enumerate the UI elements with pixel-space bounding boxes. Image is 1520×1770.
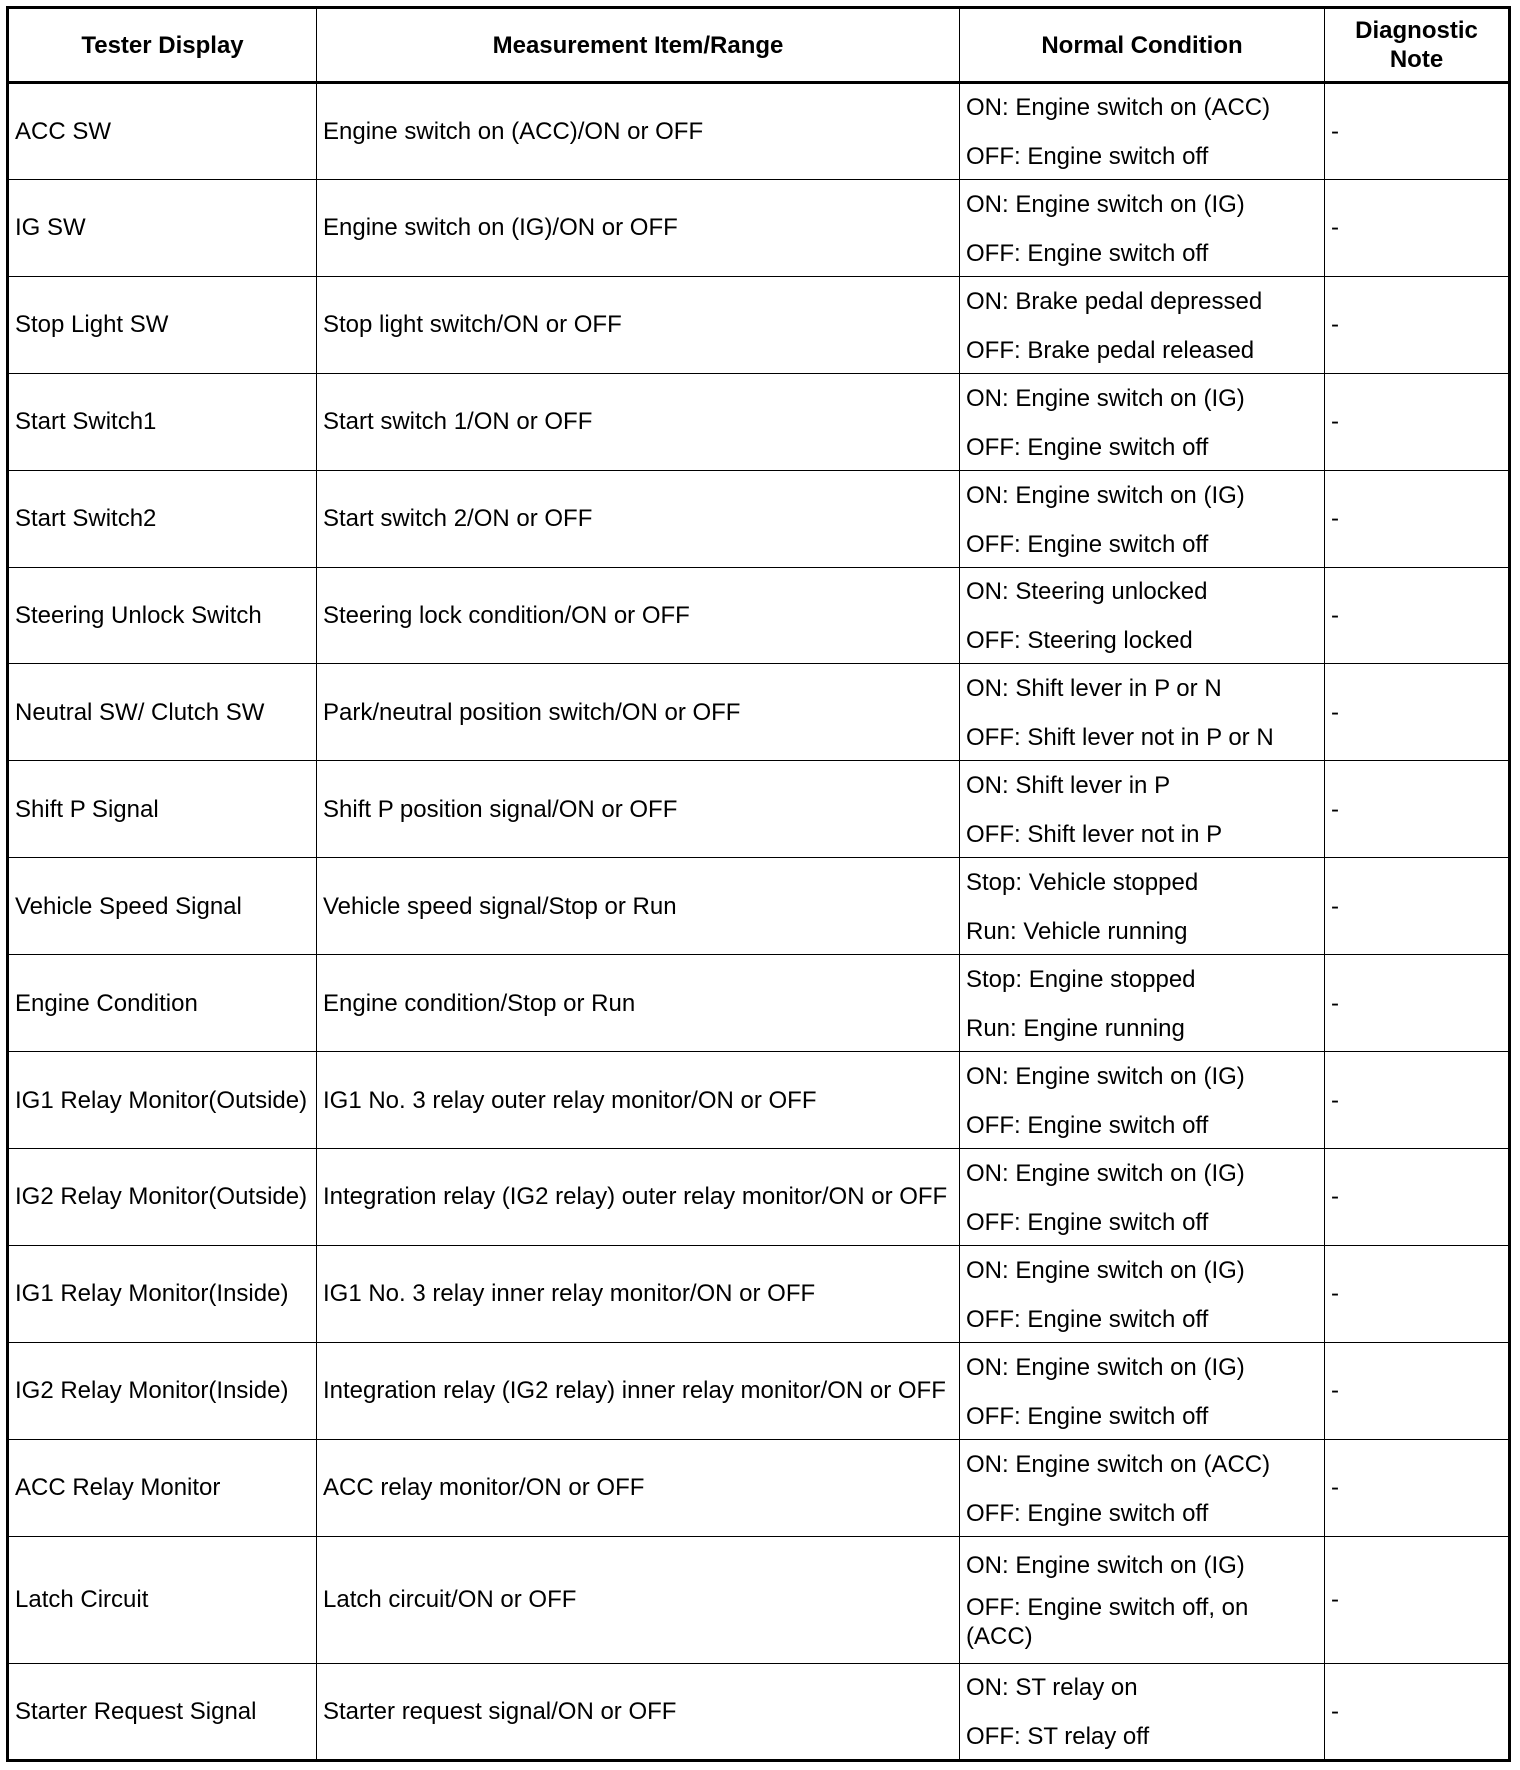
condition-on-text: ON: Engine switch on (ACC) [966, 94, 1271, 122]
normal-condition-cell [960, 276, 1325, 373]
condition-off-text: Run: Engine running [966, 1015, 1185, 1043]
normal-condition-cell [960, 179, 1325, 276]
normal-condition-cell [960, 1663, 1325, 1760]
condition-on-text: Stop: Engine stopped [966, 966, 1196, 994]
condition-off-text: OFF: Engine switch off [966, 1305, 1209, 1333]
measurement-cell: IG1 No. 3 relay outer relay monitor/ON or OFF [317, 1052, 960, 1149]
table-row [8, 470, 1510, 567]
tester-display-cell: Vehicle Speed Signal [8, 858, 317, 955]
normal-condition-cell [960, 955, 1325, 1052]
tester-display-cell: IG2 Relay Monitor(Inside) [8, 1342, 317, 1439]
measurement-cell: ACC relay monitor/ON or OFF [317, 1439, 960, 1536]
condition-off-text: OFF: Brake pedal released [966, 336, 1255, 364]
table-row [8, 1663, 1510, 1760]
diagnostic-note-cell: - [1325, 664, 1510, 761]
diagnostic-note-cell: - [1325, 1439, 1510, 1536]
table-row [8, 761, 1510, 858]
condition-on-text: ON: Engine switch on (IG) [966, 1551, 1245, 1579]
table-row [8, 955, 1510, 1052]
diagnostic-note-cell: - [1325, 83, 1510, 180]
tester-display-cell: Starter Request Signal [8, 1663, 317, 1760]
table-row [8, 1148, 1510, 1245]
tester-display-cell: Engine Condition [8, 955, 317, 1052]
condition-on-text: ON: Engine switch on (IG) [966, 481, 1245, 509]
condition-on-text: ON: Shift lever in P or N [966, 675, 1222, 703]
tester-display-cell: Stop Light SW [8, 276, 317, 373]
diagnostic-note-cell: - [1325, 858, 1510, 955]
normal-condition-cell [960, 858, 1325, 955]
condition-on-text: ON: Steering unlocked [966, 578, 1208, 606]
data-list-table [6, 6, 1511, 1762]
table-row [8, 373, 1510, 470]
condition-off-text: OFF: Shift lever not in P or N [966, 724, 1274, 752]
measurement-cell: Shift P position signal/ON or OFF [317, 761, 960, 858]
normal-condition-cell [960, 567, 1325, 664]
diagnostic-note-cell: - [1325, 567, 1510, 664]
condition-off-text: OFF: Engine switch off [966, 1402, 1209, 1430]
condition-off-text: OFF: Engine switch off [966, 530, 1209, 558]
table-row [8, 664, 1510, 761]
tester-display-cell: IG SW [8, 179, 317, 276]
measurement-cell: Stop light switch/ON or OFF [317, 276, 960, 373]
measurement-cell: Integration relay (IG2 relay) outer relay monitor/ON or OFF [317, 1148, 960, 1245]
measurement-cell: Engine condition/Stop or Run [317, 955, 960, 1052]
tester-display-cell: ACC SW [8, 83, 317, 180]
table-row [8, 83, 1510, 180]
diagnostic-note-cell: - [1325, 1536, 1510, 1663]
condition-off-text: OFF: ST relay off [966, 1723, 1150, 1751]
normal-condition-cell [960, 1052, 1325, 1149]
table-row [8, 1439, 1510, 1536]
condition-on-text: Stop: Vehicle stopped [966, 869, 1199, 897]
tester-display-cell: Neutral SW/ Clutch SW [8, 664, 317, 761]
tester-display-cell: ACC Relay Monitor [8, 1439, 317, 1536]
tester-display-cell: IG2 Relay Monitor(Outside) [8, 1148, 317, 1245]
condition-on-text: ON: Brake pedal depressed [966, 287, 1263, 315]
diagnostic-note-cell: - [1325, 955, 1510, 1052]
normal-condition-cell [960, 1245, 1325, 1342]
normal-condition-cell [960, 1439, 1325, 1536]
condition-on-text: ON: ST relay on [966, 1674, 1138, 1702]
header-row [8, 8, 1510, 83]
tester-display-cell: Start Switch1 [8, 373, 317, 470]
normal-condition-cell [960, 1342, 1325, 1439]
tester-display-cell: IG1 Relay Monitor(Outside) [8, 1052, 317, 1149]
normal-condition-cell [960, 761, 1325, 858]
table-row [8, 567, 1510, 664]
diagnostic-note-cell: - [1325, 373, 1510, 470]
normal-condition-cell [960, 83, 1325, 180]
table-row [8, 1342, 1510, 1439]
condition-on-text: ON: Engine switch on (IG) [966, 190, 1245, 218]
condition-off-text: OFF: Engine switch off [966, 1208, 1209, 1236]
condition-off-text: OFF: Steering locked [966, 627, 1193, 655]
table-row [8, 1536, 1510, 1663]
condition-off-text: OFF: Engine switch off [966, 143, 1209, 171]
measurement-cell: Integration relay (IG2 relay) inner relay monitor/ON or OFF [317, 1342, 960, 1439]
condition-on-text: ON: Engine switch on (IG) [966, 1256, 1245, 1284]
tester-display-cell: IG1 Relay Monitor(Inside) [8, 1245, 317, 1342]
measurement-cell: Start switch 2/ON or OFF [317, 470, 960, 567]
table-row [8, 858, 1510, 955]
diagnostic-note-cell: - [1325, 179, 1510, 276]
header-diagnostic-note: Diagnostic Note [1325, 8, 1510, 83]
tester-display-cell: Start Switch2 [8, 470, 317, 567]
condition-on-text: ON: Engine switch on (ACC) [966, 1450, 1271, 1478]
diagnostic-note-cell: - [1325, 470, 1510, 567]
diagnostic-note-cell: - [1325, 1663, 1510, 1760]
condition-off-text: OFF: Engine switch off [966, 433, 1209, 461]
normal-condition-cell [960, 1536, 1325, 1663]
measurement-cell: Engine switch on (IG)/ON or OFF [317, 179, 960, 276]
header-normal-condition: Normal Condition [960, 8, 1325, 83]
condition-off-text: OFF: Engine switch off [966, 1499, 1209, 1527]
measurement-cell: Vehicle speed signal/Stop or Run [317, 858, 960, 955]
normal-condition-cell [960, 1148, 1325, 1245]
table-body [8, 83, 1510, 1761]
condition-on-text: ON: Engine switch on (IG) [966, 1159, 1245, 1187]
measurement-cell: IG1 No. 3 relay inner relay monitor/ON or OFF [317, 1245, 960, 1342]
measurement-cell: Latch circuit/ON or OFF [317, 1536, 960, 1663]
condition-on-text: ON: Shift lever in P [966, 772, 1171, 800]
table-row [8, 1052, 1510, 1149]
measurement-cell: Park/neutral position switch/ON or OFF [317, 664, 960, 761]
normal-condition-cell [960, 664, 1325, 761]
table-row [8, 1245, 1510, 1342]
diagnostic-note-cell: - [1325, 761, 1510, 858]
diagnostic-note-cell: - [1325, 1342, 1510, 1439]
measurement-cell: Starter request signal/ON or OFF [317, 1663, 960, 1760]
condition-on-text: ON: Engine switch on (IG) [966, 1353, 1245, 1381]
tester-display-cell: Shift P Signal [8, 761, 317, 858]
condition-off-text: OFF: Engine switch off [966, 239, 1209, 267]
normal-condition-cell [960, 373, 1325, 470]
header-measurement-item-range: Measurement Item/Range [317, 8, 960, 83]
condition-off-text: OFF: Engine switch off [966, 1112, 1209, 1140]
condition-off-text: OFF: Engine switch off, on (ACC) [966, 1593, 1249, 1650]
condition-on-text: ON: Engine switch on (IG) [966, 384, 1245, 412]
tester-display-cell: Steering Unlock Switch [8, 567, 317, 664]
diagnostic-note-cell: - [1325, 276, 1510, 373]
tester-display-cell: Latch Circuit [8, 1536, 317, 1663]
diagnostic-note-cell: - [1325, 1245, 1510, 1342]
measurement-cell: Start switch 1/ON or OFF [317, 373, 960, 470]
condition-off-text: Run: Vehicle running [966, 918, 1188, 946]
diagnostic-note-cell: - [1325, 1148, 1510, 1245]
normal-condition-cell [960, 470, 1325, 567]
condition-off-text: OFF: Shift lever not in P [966, 821, 1223, 849]
table-row [8, 276, 1510, 373]
condition-on-text: ON: Engine switch on (IG) [966, 1063, 1245, 1091]
measurement-cell: Engine switch on (ACC)/ON or OFF [317, 83, 960, 180]
table-row [8, 179, 1510, 276]
measurement-cell: Steering lock condition/ON or OFF [317, 567, 960, 664]
header-tester-display: Tester Display [8, 8, 317, 83]
diagnostic-note-cell: - [1325, 1052, 1510, 1149]
